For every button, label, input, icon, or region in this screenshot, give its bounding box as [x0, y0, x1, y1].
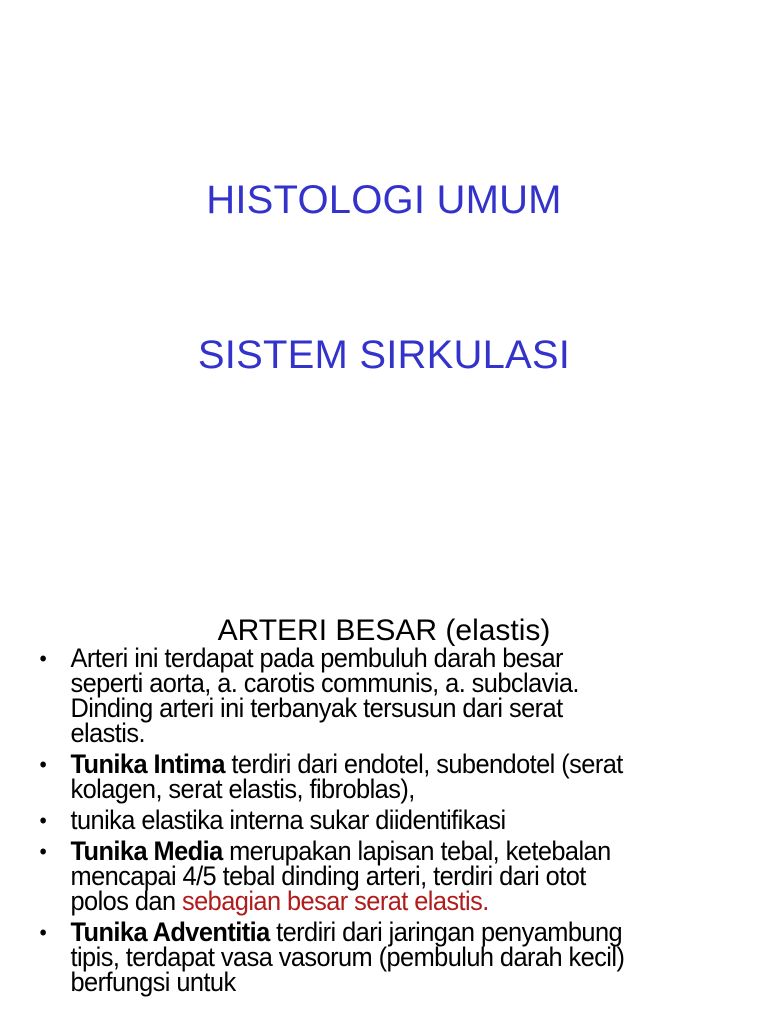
bullet-item-tunika-media — [0, 836, 677, 916]
bullet-icon: • — [39, 752, 47, 777]
bullet-icon: • — [39, 808, 47, 833]
course-title: HISTOLOGI UMUM — [206, 178, 562, 222]
bullet-list — [0, 643, 768, 1001]
bullet-text: tunika elastika interna sukar diidentifikasi — [70, 805, 506, 835]
bullet-item-tunika-adventitia — [0, 917, 677, 997]
bullet-bold-term: Tunika Adventitia — [70, 917, 270, 947]
bullet-text: terdiri dari jaringan penyambung tipis, terdapat vasa vasorum (pembuluh darah kecil) berfungsi untuk — [70, 917, 625, 997]
bullet-text: terdiri dari endotel, subendotel (serat kolagen, serat elastis, fibroblas), — [70, 749, 623, 804]
bullet-text: merupakan lapisan tebal, ketebalan mencapai 4/5 tebal dinding arteri, terdiri dari otot polos dan — [70, 836, 611, 916]
bullet-icon: • — [39, 839, 47, 864]
bullet-item-tunika-intima — [0, 749, 677, 804]
bullet-bold-term: Tunika Intima — [70, 749, 225, 779]
bullet-item-arteri-besar — [0, 643, 677, 748]
bullet-icon: • — [39, 920, 47, 945]
slide-heading: ARTERI BESAR (elastis) — [217, 614, 551, 647]
bullet-icon: • — [39, 646, 47, 671]
bullet-highlight: sebagian besar serat elastis. — [181, 886, 489, 916]
topic-title: SISTEM SIRKULASI — [197, 333, 571, 377]
content-slide — [0, 576, 768, 1024]
bullet-bold-term: Tunika Media — [70, 836, 223, 866]
bullet-text: Arteri ini terdapat pada pembuluh darah besar seperti aorta, a. carotis communis, a. subclavia. Dinding arteri ini terbanyak tersusun dari serat elastis. — [70, 643, 579, 748]
bullet-item-elastika-interna — [0, 805, 677, 835]
